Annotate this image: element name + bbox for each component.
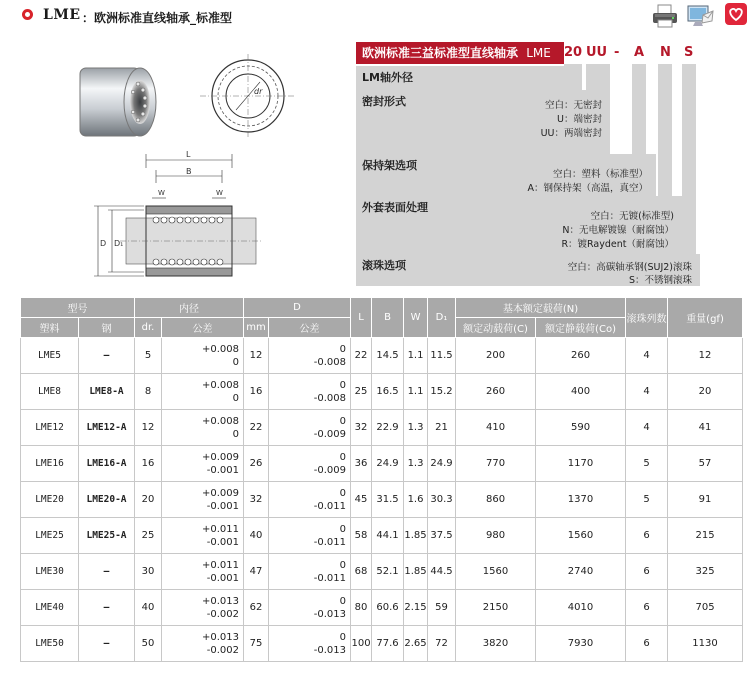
cell-L: 58	[351, 518, 372, 554]
cell-B: 44.1	[372, 518, 404, 554]
cell-D1: 21	[428, 410, 456, 446]
tol-lower: -0.013	[313, 608, 347, 620]
cell-dr: 25	[135, 518, 162, 554]
bullet-icon	[22, 9, 33, 20]
tol-lower: -0.011	[313, 572, 347, 584]
bearing-drawings	[60, 48, 350, 288]
cell-plastic: LME40	[21, 590, 79, 626]
cell-D: 26	[244, 446, 269, 482]
cell-dr: 30	[135, 554, 162, 590]
cell-dynamic-load: 200	[456, 338, 536, 374]
cell-W: 1.85	[404, 518, 428, 554]
cell-steel: LME12-A	[79, 410, 135, 446]
legend-option: 空白：高碳轴承钢(SUJ2)滚珠	[567, 262, 692, 273]
cell-D1: 37.5	[428, 518, 456, 554]
th-W: W	[404, 298, 428, 338]
cell-static-load: 590	[536, 410, 626, 446]
legend-label-retainer: 保持架选项	[362, 159, 417, 172]
th-weight: 重量(gf)	[668, 298, 743, 338]
cell-W: 1.3	[404, 446, 428, 482]
tol-upper: 0	[339, 595, 347, 607]
tol-lower: -0.002	[206, 644, 239, 656]
cell-plastic: LME5	[21, 338, 79, 374]
legend-option: S：不锈钢滚珠	[628, 275, 692, 286]
cell-dr: 40	[135, 590, 162, 626]
tol-lower: -0.011	[313, 500, 347, 512]
tol-upper: 0	[339, 451, 347, 463]
th-dr: dr.	[135, 318, 162, 338]
table-row	[21, 518, 743, 554]
dim-W-right-label: W	[216, 189, 223, 197]
table-row	[21, 590, 743, 626]
legend-option: UU：两端密封	[540, 128, 602, 139]
cell-inner-tol	[162, 410, 244, 446]
cell-D: 75	[244, 626, 269, 662]
tol-lower: -0.001	[206, 572, 239, 584]
cell-ball-rows: 6	[626, 590, 668, 626]
legend-row-surface	[356, 196, 682, 254]
tol-lower: 0	[232, 428, 239, 440]
th-stat: 额定静载荷(Co)	[536, 318, 626, 338]
cell-plastic: LME20	[21, 482, 79, 518]
cell-plastic: LME12	[21, 410, 79, 446]
cell-W: 1.1	[404, 338, 428, 374]
th-B: B	[372, 298, 404, 338]
cell-D: 40	[244, 518, 269, 554]
tol-lower: -0.001	[206, 500, 239, 512]
tol-lower: -0.008	[313, 392, 347, 404]
dim-W-left-label: W	[158, 189, 165, 197]
cell-steel: LME20-A	[79, 482, 135, 518]
cell-inner-tol	[162, 626, 244, 662]
cell-dynamic-load: 980	[456, 518, 536, 554]
cell-static-load: 4010	[536, 590, 626, 626]
cell-steel: –	[79, 626, 135, 662]
cell-static-load: 400	[536, 374, 626, 410]
favorite-heart-icon[interactable]	[724, 2, 748, 26]
part-number-legend	[356, 42, 700, 286]
tol-upper: 0	[339, 415, 347, 427]
tol-upper: 0	[339, 523, 347, 535]
dim-dr-label: dr	[254, 87, 263, 96]
cell-L: 25	[351, 374, 372, 410]
cell-D1: 15.2	[428, 374, 456, 410]
product-code: LME	[43, 7, 81, 23]
tol-lower: -0.001	[206, 536, 239, 548]
cell-dynamic-load: 770	[456, 446, 536, 482]
cell-static-load: 1370	[536, 482, 626, 518]
cell-B: 77.6	[372, 626, 404, 662]
legend-label-seal: 密封形式	[362, 95, 406, 108]
cell-weight: 57	[668, 446, 743, 482]
tol-lower: -0.002	[206, 608, 239, 620]
cell-L: 80	[351, 590, 372, 626]
table-row	[21, 446, 743, 482]
cell-static-load: 7930	[536, 626, 626, 662]
cell-ball-rows: 4	[626, 338, 668, 374]
legend-option: 空白：无镀(标准型)	[590, 211, 674, 222]
cell-W: 2.65	[404, 626, 428, 662]
cell-steel: –	[79, 338, 135, 374]
legend-code-size: 20	[564, 45, 583, 60]
tol-lower: -0.013	[313, 644, 347, 656]
cell-weight: 41	[668, 410, 743, 446]
tol-upper: +0.008	[201, 415, 239, 427]
cell-dynamic-load: 410	[456, 410, 536, 446]
tol-upper: 0	[339, 487, 347, 499]
cell-ball-rows: 4	[626, 374, 668, 410]
dim-D-label: D	[100, 239, 107, 248]
tol-lower: -0.001	[206, 464, 239, 476]
cell-W: 2.15	[404, 590, 428, 626]
legend-option: A：钢保持架（高温，真空）	[527, 183, 648, 194]
cell-D: 16	[244, 374, 269, 410]
bearing-section-view	[94, 150, 262, 276]
cell-D: 32	[244, 482, 269, 518]
cell-static-load: 2740	[536, 554, 626, 590]
cell-W: 1.3	[404, 410, 428, 446]
cell-B: 31.5	[372, 482, 404, 518]
legend-row-seal	[356, 90, 610, 160]
spec-table	[20, 297, 743, 662]
tol-upper: 0	[339, 559, 347, 571]
email-computer-icon[interactable]	[685, 3, 715, 29]
tol-upper: +0.013	[201, 595, 239, 607]
legend-header-text: 欧洲标准三益标准型直线轴承	[362, 46, 519, 60]
cell-steel: –	[79, 590, 135, 626]
cell-L: 36	[351, 446, 372, 482]
tol-lower: -0.008	[313, 356, 347, 368]
dim-L-label: L	[186, 150, 191, 159]
legend-code-ball: S	[684, 45, 694, 60]
bearing-photo	[80, 68, 156, 136]
cell-L: 22	[351, 338, 372, 374]
tol-lower: 0	[232, 356, 239, 368]
cell-plastic: LME25	[21, 518, 79, 554]
cell-ball-rows: 6	[626, 554, 668, 590]
cell-D1: 24.9	[428, 446, 456, 482]
cell-L: 68	[351, 554, 372, 590]
legend-row-shaft	[356, 66, 582, 90]
cell-D-tol	[269, 482, 351, 518]
cell-inner-tol	[162, 590, 244, 626]
cell-D-tol	[269, 446, 351, 482]
tol-lower: -0.011	[313, 536, 347, 548]
table-row	[21, 410, 743, 446]
tol-upper: +0.011	[201, 559, 239, 571]
cell-weight: 1130	[668, 626, 743, 662]
cell-W: 1.85	[404, 554, 428, 590]
cell-static-load: 260	[536, 338, 626, 374]
cell-W: 1.1	[404, 374, 428, 410]
legend-code-retainer: A	[634, 45, 645, 60]
tol-upper: +0.008	[201, 379, 239, 391]
th-balls: 滚珠列数	[626, 298, 668, 338]
th-D: D	[244, 298, 351, 318]
bearing-end-view	[200, 54, 296, 138]
dim-D1-label: D₁	[114, 239, 124, 248]
th-tol2: 公差	[269, 318, 351, 338]
cell-D1: 11.5	[428, 338, 456, 374]
cell-ball-rows: 5	[626, 446, 668, 482]
th-tol1: 公差	[162, 318, 244, 338]
cell-B: 22.9	[372, 410, 404, 446]
legend-label-ball: 滚珠选项	[362, 259, 406, 272]
th-plastic: 塑料	[21, 318, 79, 338]
cell-inner-tol	[162, 554, 244, 590]
cell-inner-tol	[162, 374, 244, 410]
tol-upper: +0.008	[201, 343, 239, 355]
cell-inner-tol	[162, 482, 244, 518]
cell-dynamic-load: 860	[456, 482, 536, 518]
header-bar	[0, 0, 749, 36]
cell-D1: 30.3	[428, 482, 456, 518]
cell-inner-tol	[162, 338, 244, 374]
cell-dr: 50	[135, 626, 162, 662]
tol-upper: +0.013	[201, 631, 239, 643]
cell-D-tol	[269, 590, 351, 626]
cell-D-tol	[269, 374, 351, 410]
tol-upper: 0	[339, 631, 347, 643]
legend-option: 空白：塑料（标准型）	[552, 169, 648, 180]
cell-weight: 20	[668, 374, 743, 410]
cell-weight: 705	[668, 590, 743, 626]
cell-D1: 59	[428, 590, 456, 626]
cell-D-tol	[269, 626, 351, 662]
cell-D-tol	[269, 410, 351, 446]
cell-weight: 91	[668, 482, 743, 518]
cell-D-tol	[269, 518, 351, 554]
tol-upper: +0.011	[201, 523, 239, 535]
cell-steel: –	[79, 554, 135, 590]
legend-option: 空白：无密封	[544, 100, 602, 111]
cell-weight: 215	[668, 518, 743, 554]
th-D1: D₁	[428, 298, 456, 338]
legend-row-retainer	[356, 154, 656, 196]
legend-label-shaft: LM轴外径	[362, 71, 413, 84]
cell-static-load: 1170	[536, 446, 626, 482]
legend-label-surface: 外套表面处理	[362, 201, 428, 214]
cell-B: 60.6	[372, 590, 404, 626]
cell-weight: 325	[668, 554, 743, 590]
tol-upper: 0	[339, 343, 347, 355]
th-dyn: 额定动载荷(C)	[456, 318, 536, 338]
cell-dynamic-load: 260	[456, 374, 536, 410]
th-L: L	[351, 298, 372, 338]
cell-D: 22	[244, 410, 269, 446]
legend-header-code: LME	[526, 46, 551, 60]
cell-ball-rows: 6	[626, 626, 668, 662]
cell-B: 14.5	[372, 338, 404, 374]
cell-W: 1.6	[404, 482, 428, 518]
cell-D-tol	[269, 338, 351, 374]
cell-ball-rows: 4	[626, 410, 668, 446]
cell-steel: LME16-A	[79, 446, 135, 482]
spec-table-body	[21, 338, 743, 662]
cell-plastic: LME50	[21, 626, 79, 662]
legend-code-seal: UU	[586, 45, 608, 60]
table-row	[21, 374, 743, 410]
cell-ball-rows: 5	[626, 482, 668, 518]
cell-D: 62	[244, 590, 269, 626]
legend-row-ball	[356, 254, 700, 286]
cell-D1: 72	[428, 626, 456, 662]
cell-ball-rows: 6	[626, 518, 668, 554]
cell-dr: 12	[135, 410, 162, 446]
cell-D1: 44.5	[428, 554, 456, 590]
cell-inner-tol	[162, 518, 244, 554]
cell-steel: LME25-A	[79, 518, 135, 554]
th-model: 型号	[21, 298, 135, 318]
cell-plastic: LME30	[21, 554, 79, 590]
cell-steel: LME8-A	[79, 374, 135, 410]
legend-option: R：镀Raydent（耐腐蚀）	[561, 239, 674, 250]
cell-dr: 20	[135, 482, 162, 518]
cell-dynamic-load: 3820	[456, 626, 536, 662]
legend-option: U：端密封	[557, 114, 602, 125]
cell-plastic: LME16	[21, 446, 79, 482]
cell-inner-tol	[162, 446, 244, 482]
printer-icon[interactable]	[650, 3, 680, 29]
tol-lower: -0.009	[313, 464, 347, 476]
cell-weight: 12	[668, 338, 743, 374]
table-row	[21, 338, 743, 374]
cell-L: 100	[351, 626, 372, 662]
cell-B: 24.9	[372, 446, 404, 482]
cell-plastic: LME8	[21, 374, 79, 410]
dim-B-label: B	[186, 167, 192, 176]
th-inner: 内径	[135, 298, 244, 318]
legend-code-dash: -	[614, 45, 620, 60]
cell-D: 12	[244, 338, 269, 374]
cell-dr: 8	[135, 374, 162, 410]
tol-lower: 0	[232, 392, 239, 404]
th-steel: 钢	[79, 318, 135, 338]
legend-option: N：无电解镀镍（耐腐蚀）	[562, 225, 674, 236]
table-row	[21, 626, 743, 662]
product-title: ：欧洲标准直线轴承_标准型	[82, 11, 233, 25]
cell-dynamic-load: 2150	[456, 590, 536, 626]
cell-B: 16.5	[372, 374, 404, 410]
th-load: 基本额定载荷(N)	[456, 298, 626, 318]
cell-dr: 5	[135, 338, 162, 374]
table-row	[21, 554, 743, 590]
tol-lower: -0.009	[313, 428, 347, 440]
cell-D-tol	[269, 554, 351, 590]
table-row	[21, 482, 743, 518]
cell-L: 45	[351, 482, 372, 518]
tol-upper: +0.009	[201, 451, 239, 463]
cell-B: 52.1	[372, 554, 404, 590]
tol-upper: +0.009	[201, 487, 239, 499]
cell-static-load: 1560	[536, 518, 626, 554]
tol-upper: 0	[339, 379, 347, 391]
legend-header	[356, 42, 564, 64]
cell-dr: 16	[135, 446, 162, 482]
legend-code-surface: N	[660, 45, 671, 60]
th-mm: mm	[244, 318, 269, 338]
cell-L: 32	[351, 410, 372, 446]
cell-dynamic-load: 1560	[456, 554, 536, 590]
cell-D: 47	[244, 554, 269, 590]
